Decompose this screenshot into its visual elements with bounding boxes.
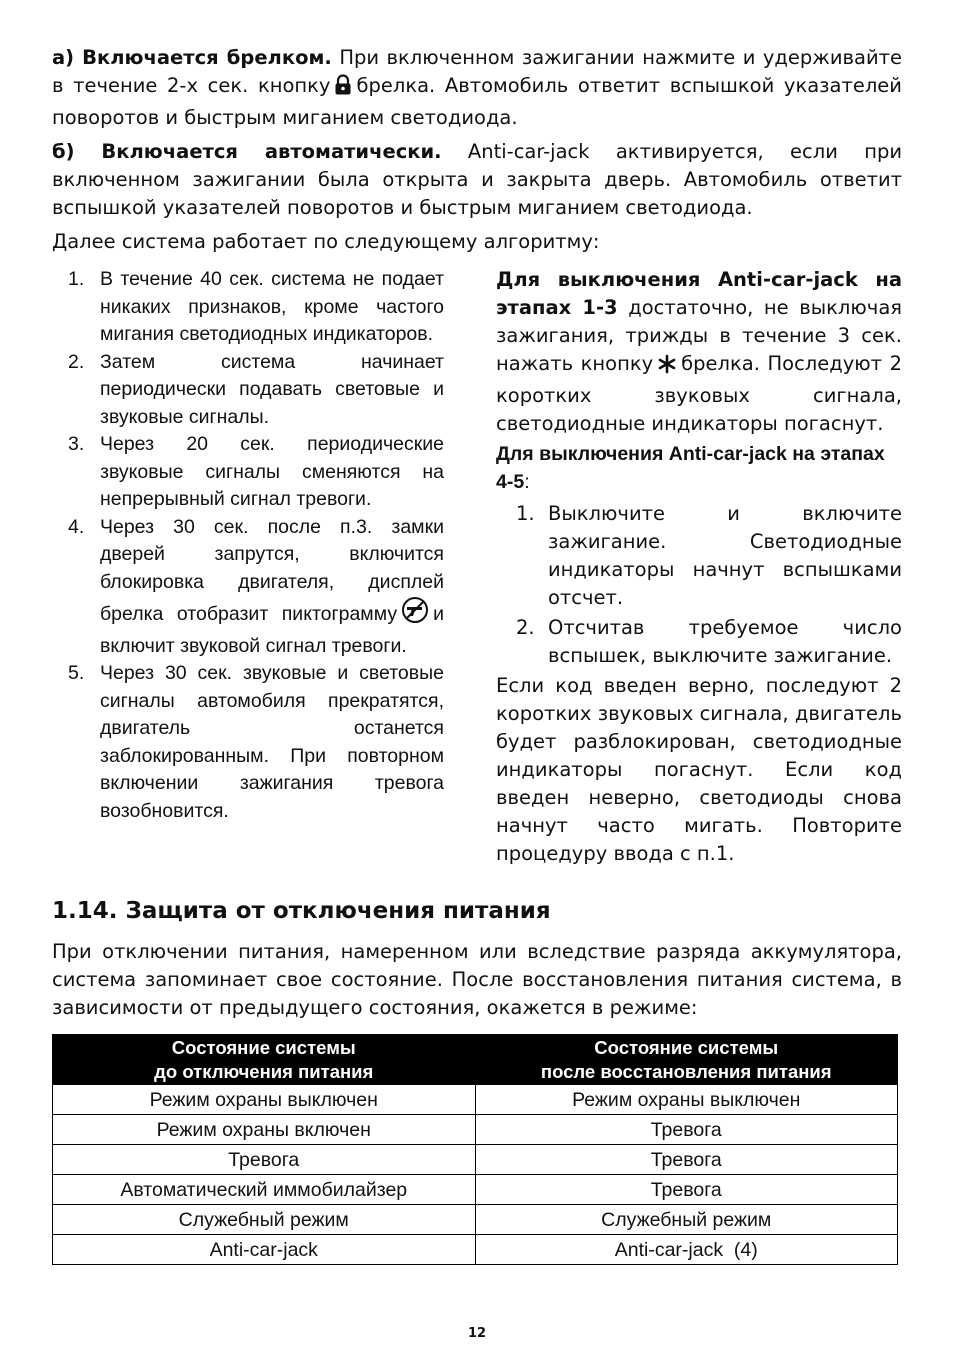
asterisk-icon (657, 354, 677, 382)
step-text: В течение 40 сек. система не подает никаких признаков, кроме частого мигания светодиодных индикаторов. (100, 268, 444, 345)
code-result-text: Если код введен верно, последуют 2 коротких звуковых сигнала, двигатель будет разблокирован, светодиодные индикаторы погаснут. Если код введен неверно, светодиоды снова начнут часто мигать. Повторите процедуру ввода с п.1. (496, 674, 902, 865)
paragraph-a-text-2: брелка. Автомобиль ответит вспышкой указателей поворотов и быстрым миганием светодиода. (52, 74, 902, 129)
lock-icon (334, 74, 352, 104)
table-cell: Тревога (475, 1175, 898, 1205)
step-text: Выключите и включите зажигание. Светодиодные индикаторы начнут вспышками отсчет. (548, 502, 902, 609)
gun-icon (401, 596, 429, 633)
table-cell: Режим охраны выключен (475, 1085, 898, 1115)
table-cell: Режим охраны выключен (53, 1085, 476, 1115)
table-cell: Anti-car-jack (53, 1235, 476, 1265)
disable-stages-4-5-heading-text: Для выключения Anti-car-jack на этапах 4-5 (496, 443, 885, 493)
table-header-row (53, 1035, 898, 1085)
table-row (53, 1235, 898, 1265)
step-number: 4. (68, 515, 85, 538)
step-number: 2. (68, 350, 85, 373)
step-number: 1. (516, 502, 535, 525)
document-page (52, 44, 902, 1265)
disable-instructions-column (496, 266, 902, 868)
step-number: 3. (68, 433, 85, 455)
paragraph-b (52, 138, 902, 222)
two-column-block (52, 266, 902, 868)
table-cell: Тревога (475, 1145, 898, 1175)
step-text: Отсчитав требуемое число вспышек, выключите зажигание. (548, 616, 902, 667)
paragraph-a-lead: а) Включается брелком. (52, 46, 332, 69)
list-item (52, 349, 444, 432)
paragraph-b-text: Anti-car-jack активируется, если при включенном зажигании была открыта и закрыта дверь. Автомобиль ответит вспышкой указателей поворотов и быстрым миганием светодиода. (52, 140, 902, 219)
paragraph-a-text: При включенном зажигании нажмите и удерживайте в течение 2-х сек. кнопку (52, 46, 902, 97)
heading-colon: : (524, 471, 530, 493)
disable-stages-4-5-heading (496, 440, 902, 496)
algorithm-intro: Далее система работает по следующему алгоритму: (52, 230, 600, 253)
disable-stages-1-3-heading: Для выключения Anti-car-jack на этапах 1-3 (496, 268, 902, 319)
step-text-part: и включит звуковой сигнал тревоги. (100, 603, 444, 657)
list-item (496, 614, 902, 670)
page-number: 12 (467, 1326, 487, 1341)
paragraph-a (52, 44, 902, 132)
list-item (496, 500, 902, 612)
table-row (53, 1145, 898, 1175)
algorithm-column (52, 266, 444, 868)
disable-stages-1-3-text-2: брелка. Последуют 2 коротких звуковых сигнала, светодиодные индикаторы погаснут. (496, 352, 902, 435)
disable-stages-1-3 (496, 266, 902, 438)
table-cell: Anti-car-jack (4) (475, 1235, 898, 1265)
algorithm-steps (52, 266, 444, 825)
disable-stages-4-5-steps (496, 500, 902, 670)
header-line: Состояние системы (594, 1037, 779, 1058)
header-line: после восстановления питания (540, 1061, 832, 1082)
disable-stages-1-3-text: достаточно, не выключая зажигания, трижды в течение 3 сек. нажать кнопку (496, 296, 902, 375)
table-row (53, 1115, 898, 1145)
step-text-part: Через 30 сек. после п.3. замки дверей запрутся, включится блокировка двигателя, дисплей брелка отобразит пиктограмму (100, 515, 444, 625)
list-item (52, 514, 444, 661)
step-text (100, 514, 444, 661)
table-cell: Автоматический иммобилайзер (53, 1175, 476, 1205)
step-number: 1. (68, 268, 85, 290)
power-states-table (52, 1034, 898, 1265)
header-line: Состояние системы (171, 1037, 356, 1058)
header-line: до отключения питания (154, 1061, 374, 1082)
column-header-before (53, 1035, 476, 1085)
step-number: 2. (516, 616, 535, 639)
table-row (53, 1085, 898, 1115)
section-title: 1.14. Защита от отключения питания (52, 898, 551, 924)
paragraph-b-lead: б) Включается автоматически. (52, 140, 442, 163)
table-cell: Служебный режим (53, 1205, 476, 1235)
list-item (52, 431, 444, 514)
table-cell: Режим охраны включен (53, 1115, 476, 1145)
table-row (53, 1175, 898, 1205)
table-row (53, 1205, 898, 1235)
table-cell: Служебный режим (475, 1205, 898, 1235)
table-cell: Тревога (53, 1145, 476, 1175)
column-header-after (475, 1035, 898, 1085)
step-text: Затем система начинает периодически подавать световые и звуковые сигналы. (100, 350, 444, 428)
section-text: При отключении питания, намеренном или вследствие разряда аккумулятора, система запоминает свое состояние. После восстановления питания система, в зависимости от предыдущего состояния, окажется в режиме: (52, 940, 902, 1019)
step-text: Через 20 сек. периодические звуковые сигналы сменяются на непрерывный сигнал тревоги. (100, 433, 444, 510)
list-item (52, 660, 444, 825)
step-text: Через 30 сек. звуковые и световые сигналы автомобиля прекратятся, двигатель останется заблокированным. При повторном включении зажигания тревога возобновится. (100, 662, 444, 822)
step-number: 5. (68, 662, 85, 684)
list-item (52, 266, 444, 349)
table-cell: Тревога (475, 1115, 898, 1145)
